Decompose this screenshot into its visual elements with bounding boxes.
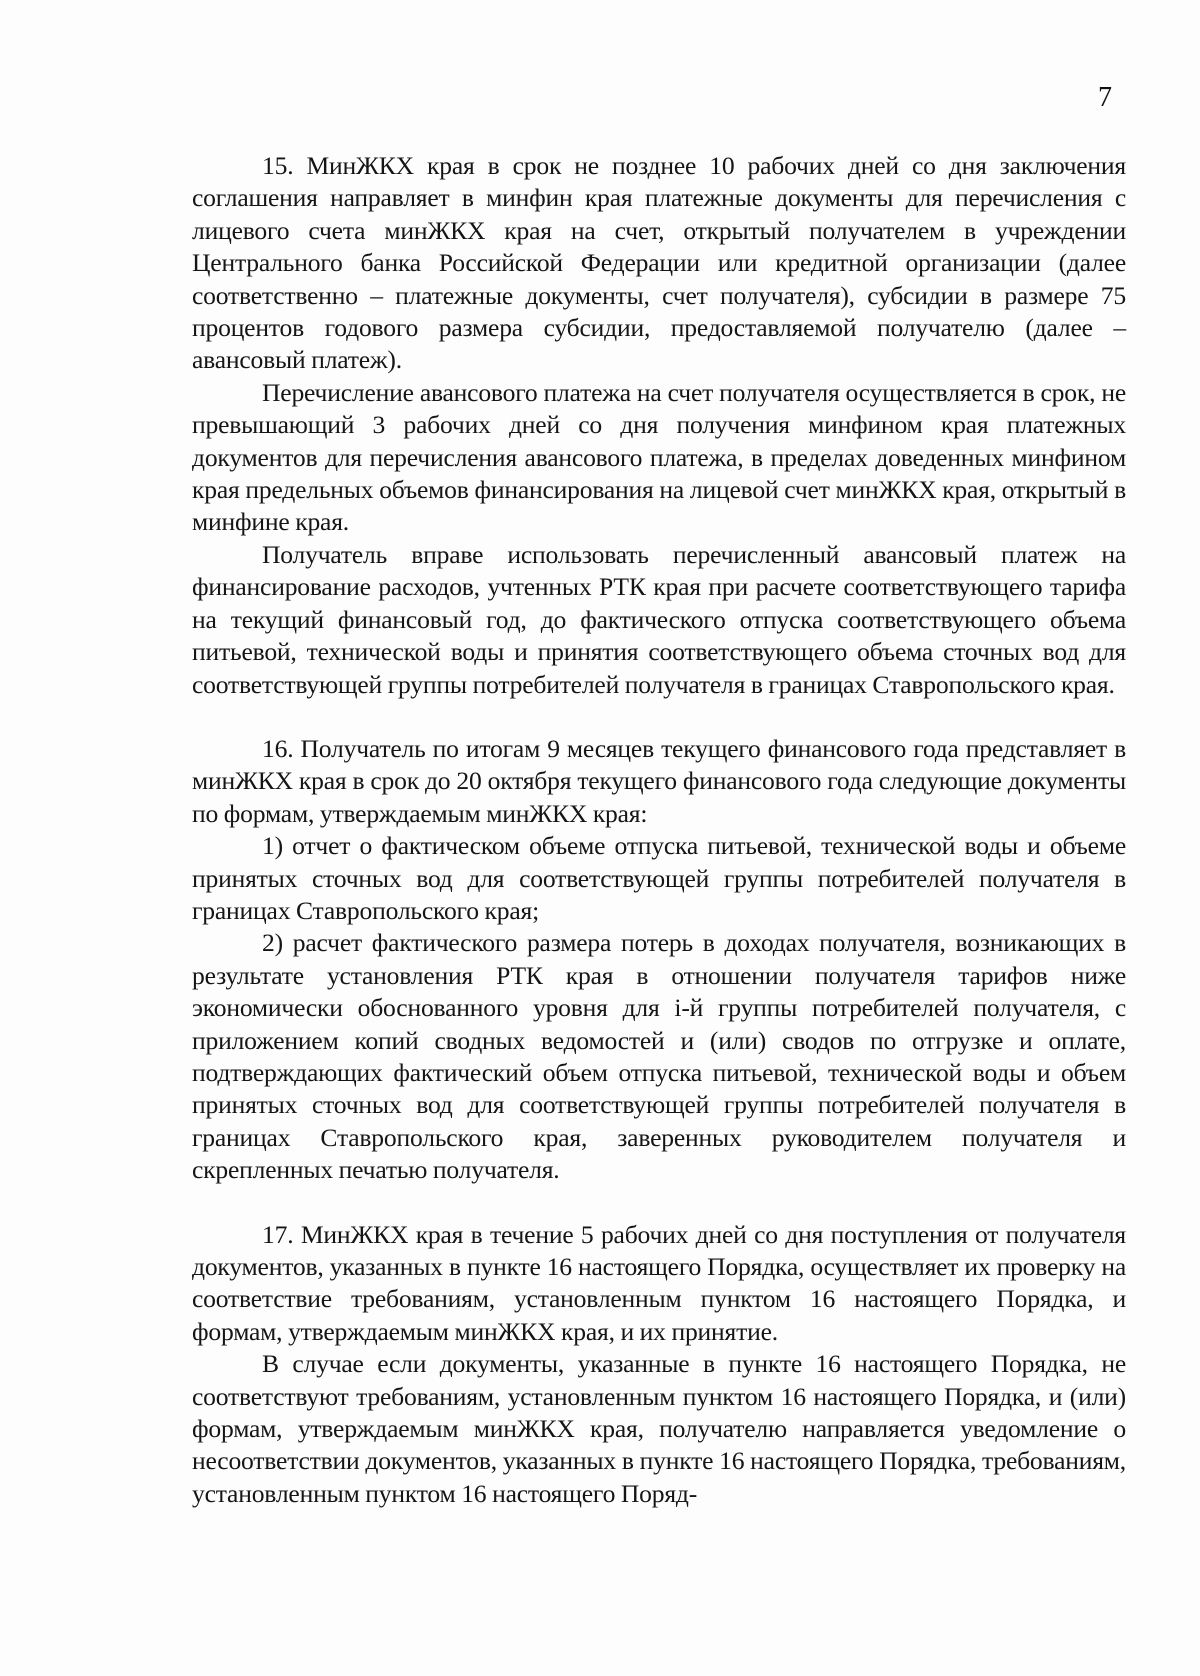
paragraph-17-main: 17. МинЖКХ края в течение 5 рабочих дней со дня поступления от получателя документов, указанных в пункте 16 настоящего Порядка, осуществляет их проверку на соответствие требованиям, установленным пунктом 16 настоящего Порядка, и формам, утверждаемым минЖКХ края, и их принятие. — [192, 1219, 1126, 1346]
paragraph-15-main: 15. МинЖКХ края в срок не позднее 10 рабочих дней со дня заключения соглашения направляет в минфин края платежные документы для перечисления с лицевого счета минЖКХ края на счет, открытый получателем в учреждении Центрального банка Российской Федерации или кредитной организации (далее соответственно – платежные документы, счет получателя), субсидии в размере 75 процентов годового размера субсидии, предоставляемой получателю (далее – авансовый платеж). — [192, 151, 1126, 375]
page-number: 7 — [1098, 82, 1112, 113]
paragraph-16-main: 16. Получатель по итогам 9 месяцев текущего финансового года представляет в минЖКХ края в срок до 20 октября текущего финансового года следующие документы по формам, утверждаемым минЖКХ края: — [192, 733, 1126, 828]
paragraph-15-advance-usage: Получатель вправе использовать перечисленный авансовый платеж на финансирование расходов, учтенных РТК края при расчете соответствующего тарифа на текущий финансовый год, до фактического отпуска соответствующего объема питьевой, технической воды и принятия соответствующего объема сточных вод для соответствующей группы потребителей получателя в границах Ставропольского края. — [192, 539, 1126, 699]
section-gap — [192, 1187, 1126, 1219]
paragraph-15-advance-transfer: Перечисление авансового платежа на счет получателя осуществляется в срок, не превышающий 3 рабочих дней со дня получения минфином края платежных документов для перечисления авансового платежа, в пределах доведенных минфином края предельных объемов финансирования на лицевой счет минЖКХ края, открытый в минфине края. — [192, 377, 1126, 537]
paragraph-16-item-1: 1) отчет о фактическом объеме отпуска питьевой, технической воды и объеме принятых сточных вод для соответствующей группы потребителей получателя в границах Ставропольского края; — [192, 831, 1126, 925]
paragraph-16-item-2: 2) расчет фактического размера потерь в доходах получателя, возникающих в результате установления РТК края в отношении получателя тарифов ниже экономически обоснованного уровня для i-й группы потребителей получателя, с приложением копий сводных ведомостей и (или) сводов по отгрузке и оплате, подтверждающих фактический объем отпуска питьевой, технической воды и объем принятых сточных вод для соответствующей группы потребителей получателя в границах Ставропольского края, заверенных руководителем получателя и скрепленных печатью получателя. — [192, 928, 1126, 1185]
section-gap — [192, 701, 1126, 733]
document-body — [192, 150, 1126, 1510]
paragraph-17-nonconformity: В случае если документы, указанные в пункте 16 настоящего Порядка, не соответствуют требованиям, установленным пунктом 16 настоящего Порядка, и (или) формам, утверждаемым минЖКХ края, получателю направляется уведомление о несоответствии документов, указанных в пункте 16 настоящего Порядка, требованиям, установленным пунктом 16 настоящего Поряд- — [192, 1349, 1126, 1508]
